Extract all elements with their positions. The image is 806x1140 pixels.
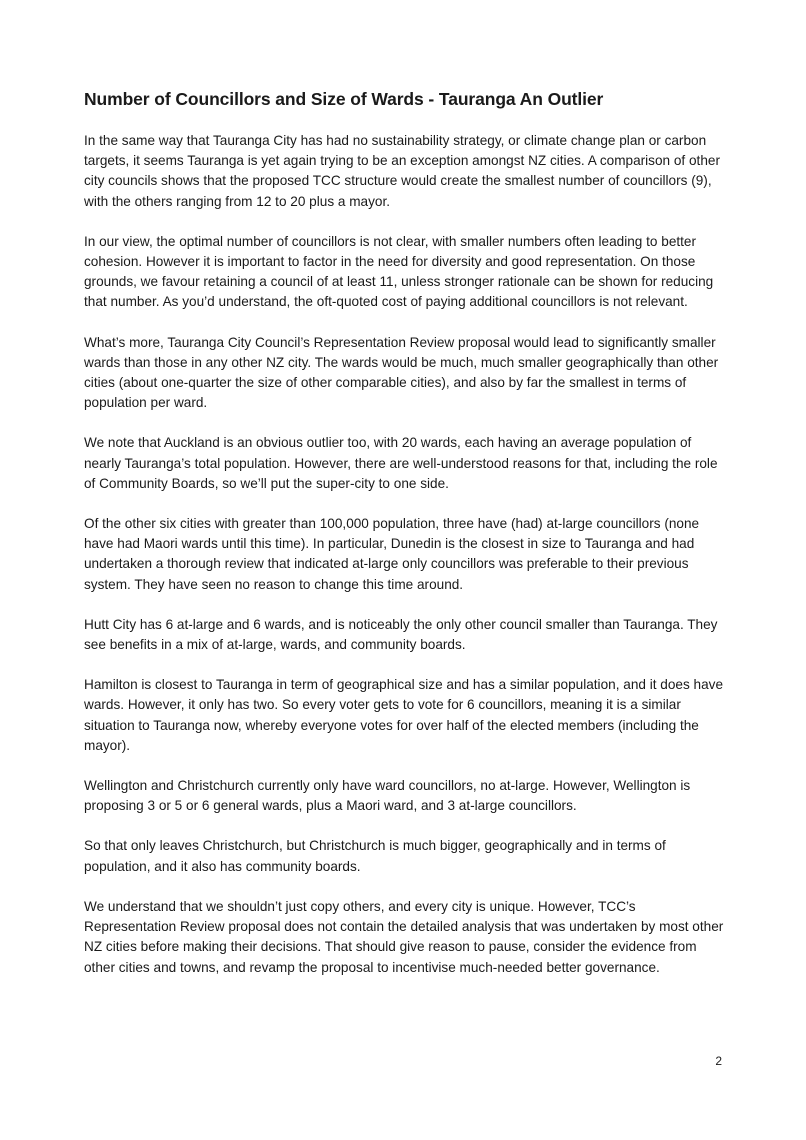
paragraph-6: Hutt City has 6 at-large and 6 wards, and is noticeably the only other council smaller than Tauranga. They see benefits in a mix of at-large, wards, and community boards. — [84, 616, 718, 653]
paragraph-10: We understand that we shouldn’t just copy others, and every city is unique. However, TCC’s Representation Review proposal does not contain the detailed analysis that was undertaken by most other NZ cities before making their decisions. That should give reason to pause, consider the evidence from other cities and towns, and revamp the proposal to incentivise much-needed better governance. — [84, 898, 724, 975]
paragraph-2: In our view, the optimal number of councillors is not clear, with smaller numbers often leading to better cohesion. However it is important to factor in the need for diversity and good representation. On those grounds, we favour retaining a council of at least 11, unless stronger rationale can be shown for reducing that number. As you’d understand, the oft-quoted cost of paying additional councillors is not relevant. — [84, 233, 714, 310]
paragraph-3: What’s more, Tauranga City Council’s Representation Review proposal would lead to significantly smaller wards than those in any other NZ city. The wards would be much, much smaller geographically than other cities (about one-quarter the size of other comparable cities), and also by far the smallest in terms of population per ward. — [84, 334, 719, 411]
page-number: 2 — [715, 1054, 722, 1068]
paragraph-7: Hamilton is closest to Tauranga in term of geographical size and has a similar population, and it does have wards. However, it only has two. So every voter gets to vote for 6 councillors, meaning it is a similar situation to Tauranga now, whereby everyone votes for over half of the elected members (including the mayor). — [84, 677, 724, 753]
paragraph-8: Wellington and Christchurch currently only have ward councillors, no at-large. However, Wellington is proposing 3 or 5 or 6 general wards, plus a Maori ward, and 3 at-large councillors. — [84, 778, 691, 814]
paragraph-5: Of the other six cities with greater than 100,000 population, three have (had) at-large councillors (none have had Maori wards until this time). In particular, Dunedin is the closest in size to Tauranga and had undertaken a thorough review that indicated at-large only councillors was preferable to their previous system. They have seen no reason to change this time around. — [84, 516, 700, 592]
paragraph-4: We note that Auckland is an obvious outlier too, with 20 wards, each having an average population of nearly Tauranga’s total population. However, there are well-understood reasons for that, including the role of Community Boards, so we’ll put the super-city to one side. — [84, 435, 718, 491]
paragraph-9: So that only leaves Christchurch, but Christchurch is much bigger, geographically and in terms of population, and it also has community boards. — [84, 838, 666, 874]
section-heading: Number of Councillors and Size of Wards - Tauranga An Outlier — [84, 89, 604, 109]
paragraph-1: In the same way that Tauranga City has had no sustainability strategy, or climate change plan or carbon targets, it seems Tauranga is yet again trying to be an exception amongst NZ cities. A comparison of other city councils shows that the proposed TCC structure would create the smallest number of councillors (9), with the others ranging from 12 to 20 plus a mayor. — [84, 133, 720, 209]
document-body — [84, 88, 729, 998]
